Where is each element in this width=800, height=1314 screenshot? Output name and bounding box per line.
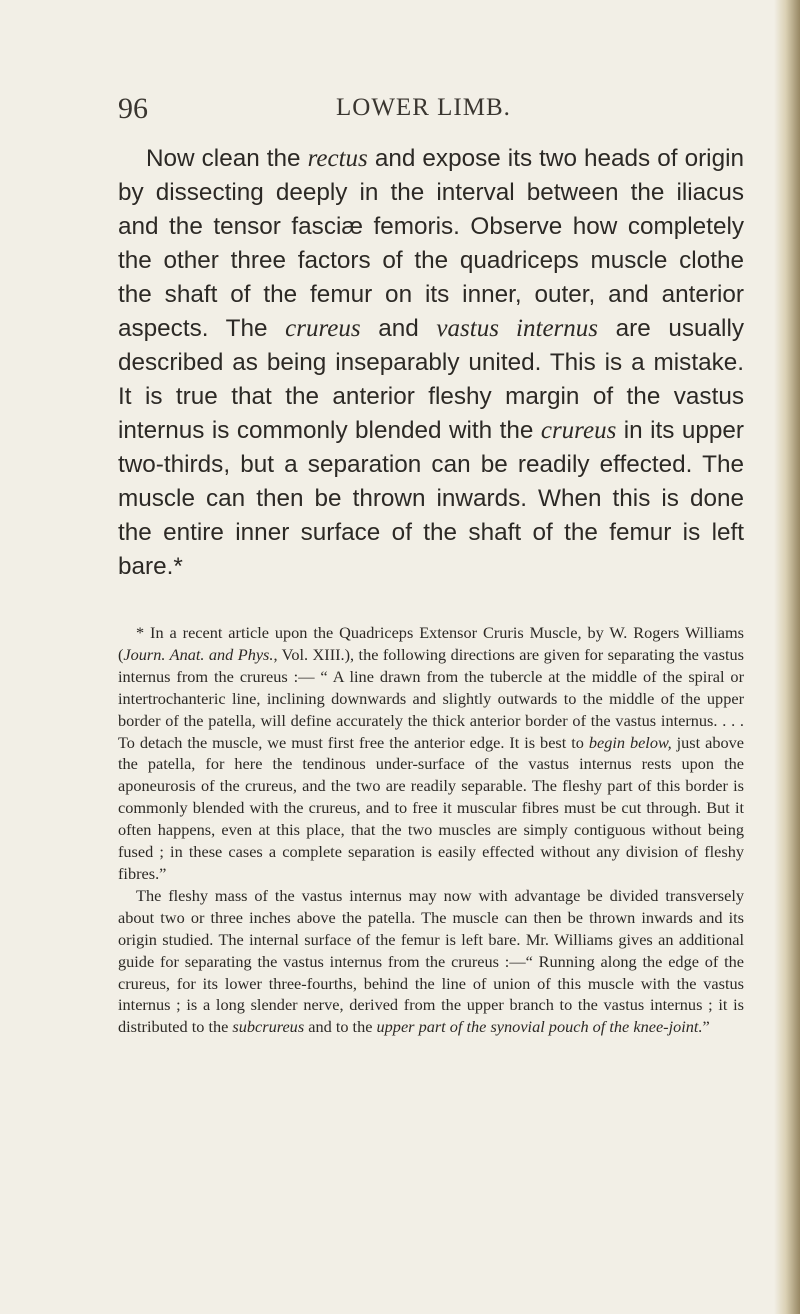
- footnote-paragraph: [118, 622, 744, 885]
- footnote-text-segment: just above the patella, for here the tendinous under-surface of the vastus internus rests upon the aponeurosis of the crureus, and the two are readily separable. The fleshy part of this border is commonly blended with the crureus, and to free it muscular fibres must be cut through. But it often happens, even at this place, that the two muscles are simply contiguous without being fused ; in these cases a complete separation is easily effected without any division of fleshy fibres.”: [118, 732, 744, 883]
- footnote-text-segment: The fleshy mass of the vastus internus may now with advantage be divided transversely about two or three inches above the patella. The muscle can then be thrown inwards and its origin studied. The internal surface of the femur is left bare. Mr. Williams gives an additional guide for separating the vastus internus from the crureus :—“ Running along the edge of the crureus, for its lower three-fourths, behind the line of union of this muscle with the vastus internus ; is a long slender nerve, derived from the upper branch to the vastus internus ; it is distributed to the: [118, 885, 744, 1037]
- footnote-text-segment: * In a recent article upon the Quadriceps Extensor Cruris Muscle, by W. Rogers Williams (: [118, 623, 744, 664]
- body-text-segment: in its upper two-thirds, but a separation can be readily effected. The muscle can then be thrown inwards. When this is done the entire inner surface of the shaft of the femur is left bare.*: [118, 417, 744, 580]
- footnote-paragraph: [118, 885, 744, 1038]
- footnote-italic-phrase: subcrureus: [232, 1017, 305, 1037]
- body-paragraph: [118, 142, 744, 584]
- page-header: [118, 92, 738, 128]
- body-text-segment: Now clean the: [146, 145, 308, 172]
- body-italic-term: vastus internus: [436, 315, 598, 342]
- footnote-text-segment: and to the: [304, 1017, 377, 1037]
- body-italic-term: rectus: [307, 145, 368, 172]
- body-italic-term: crureus: [540, 417, 617, 444]
- body-text-segment: are usually described as being inseparably united. This is a mistake. It is true that the anterior fleshy margin of the vastus internus is commonly blended with the: [118, 315, 744, 444]
- main-paragraph: [118, 142, 744, 584]
- body-text-segment: and: [360, 315, 437, 342]
- footnote-text-segment: ”: [702, 1017, 710, 1037]
- page-number: 96: [118, 92, 148, 125]
- footnote: [118, 622, 744, 1038]
- footnote-citation: Journ. Anat. and Phys.: [123, 644, 274, 664]
- footnote-italic-phrase: begin below,: [588, 732, 672, 752]
- footnote-italic-phrase: upper part of the synovial pouch of the knee-joint.: [376, 1017, 703, 1037]
- running-head: LOWER LIMB.: [336, 94, 511, 121]
- footnote-text-segment: , Vol. XIII.), the following directions are given for separating the vastus internus from the crureus :— “ A line drawn from the tubercle at the middle of the spiral or intertrochanteric line, inclining downwards and slightly outwards to the middle of the upper border of the patella, will define accurately the thick anterior border of the vastus internus. . . . To detach the muscle, we must first free the anterior edge. It is best to: [118, 644, 744, 752]
- body-italic-term: crureus: [285, 315, 361, 342]
- body-text-segment: and expose its two heads of origin by dissecting deeply in the interval between the iliacus and the tensor fasciæ femoris. Observe how completely the other three factors of the quadriceps muscle clothe the shaft of the femur on its inner, outer, and anterior aspects. The: [118, 145, 744, 342]
- page-edge-shadow: [774, 0, 800, 1314]
